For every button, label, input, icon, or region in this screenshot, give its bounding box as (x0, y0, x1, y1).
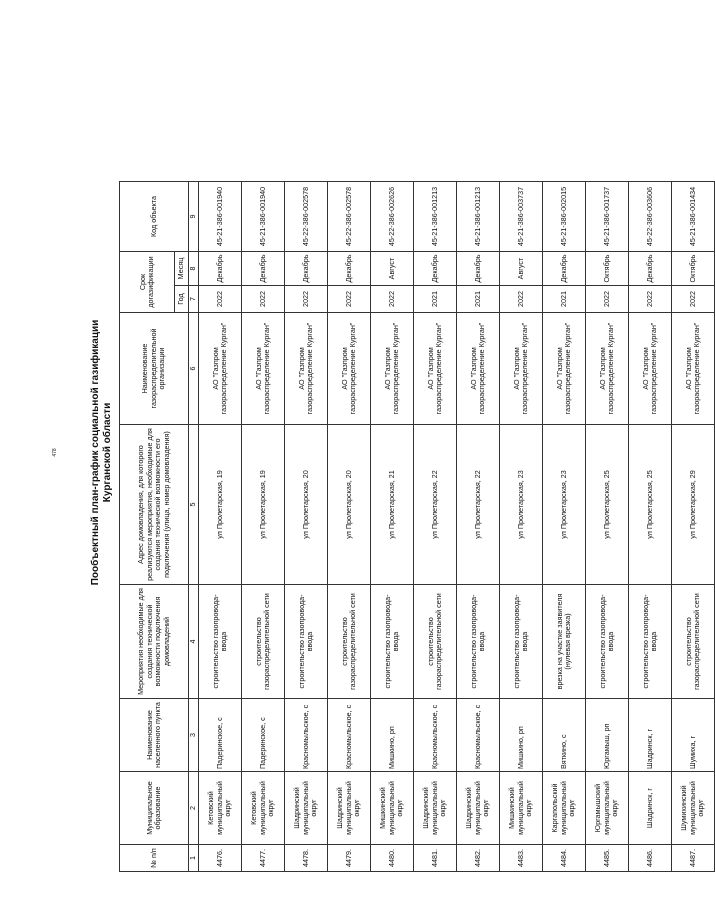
header-deadline: Срок догазификации (120, 252, 175, 313)
cell-settlement: Красномыльское, с (457, 699, 500, 772)
cell-measures: строительство газораспределительной сети (414, 585, 457, 699)
cell-municipality: Шадринский муниципальный округ (414, 772, 457, 845)
cell-organization: АО "Газпром газораспределение Курган" (371, 313, 414, 425)
cell-year: 2022 (371, 286, 414, 313)
header-object-code: Код объекта (120, 182, 189, 252)
table-row (371, 182, 414, 872)
cell-address: ул Пролетарская, 23 (543, 425, 586, 585)
cell-month: Декабрь (543, 252, 586, 286)
cell-settlement: Красномыльское, с (328, 699, 371, 772)
cell-organization: АО "Газпром газораспределение Курган" (199, 313, 242, 425)
cell-address: ул Пролетарская, 20 (328, 425, 371, 585)
cell-object-code: 45-21-386-001213 (457, 182, 500, 252)
cell-municipality: Кетовский муниципальный округ (199, 772, 242, 845)
table-row (199, 182, 242, 872)
cell-num: 4481. (414, 845, 457, 872)
cell-address: ул Пролетарская, 22 (414, 425, 457, 585)
cell-object-code: 45-22-386-002578 (285, 182, 328, 252)
cell-measures: строительство газораспределительной сети (242, 585, 285, 699)
column-number: 3 (189, 699, 199, 772)
cell-month: Август (371, 252, 414, 286)
cell-object-code: 45-22-386-003606 (629, 182, 672, 252)
cell-organization: АО "Газпром газораспределение Курган" (500, 313, 543, 425)
cell-measures: строительство газораспределительной сети (328, 585, 371, 699)
cell-address: ул Пролетарская, 25 (586, 425, 629, 585)
cell-num: 4487. (672, 845, 715, 872)
header-address: Адрес домовладения, для которого реализуются мероприятия, необходимые для создания технической возможности его подключения (улица, номер домовладения) (120, 425, 189, 585)
cell-month: Август (500, 252, 543, 286)
table-row (328, 182, 371, 872)
cell-month: Декабрь (629, 252, 672, 286)
cell-organization: АО "Газпром газораспределение Курган" (242, 313, 285, 425)
cell-organization: АО "Газпром газораспределение Курган" (285, 313, 328, 425)
cell-object-code: 45-22-386-002578 (328, 182, 371, 252)
cell-municipality: Шумихинский муниципальный округ (672, 772, 715, 845)
header-month: Месяц (175, 252, 189, 286)
cell-organization: АО "Газпром газораспределение Курган" (629, 313, 672, 425)
page-number: 478 (52, 448, 58, 457)
column-number: 7 (189, 286, 199, 313)
column-number: 2 (189, 772, 199, 845)
column-number: 8 (189, 252, 199, 286)
cell-month: Декабрь (457, 252, 500, 286)
cell-measures: строительство газопровода-ввода (371, 585, 414, 699)
cell-settlement: Падеринское, с (199, 699, 242, 772)
cell-address: ул Пролетарская, 19 (199, 425, 242, 585)
cell-measures: строительство газопровода-ввода (586, 585, 629, 699)
cell-measures: строительство газопровода-ввода (199, 585, 242, 699)
cell-measures: строительство газопровода-ввода (285, 585, 328, 699)
cell-municipality: Кетовский муниципальный округ (242, 772, 285, 845)
table-row (629, 182, 672, 872)
cell-year: 2022 (199, 286, 242, 313)
cell-object-code: 45-21-386-001434 (672, 182, 715, 252)
table-row (586, 182, 629, 872)
header-municipality: Муниципальное образование (120, 772, 189, 845)
header-measures: Мероприятия необходимые для создания технической возможности подключения домовладений (120, 585, 189, 699)
cell-year: 2022 (328, 286, 371, 313)
cell-address: ул Пролетарская, 29 (672, 425, 715, 585)
cell-organization: АО "Газпром газораспределение Курган" (414, 313, 457, 425)
cell-measures: строительство газопровода-ввода (457, 585, 500, 699)
cell-num: 4478. (285, 845, 328, 872)
cell-year: 2022 (586, 286, 629, 313)
column-number-row (189, 182, 199, 872)
cell-municipality: Мишкинский муниципальный округ (500, 772, 543, 845)
cell-municipality: Шадринский муниципальный округ (285, 772, 328, 845)
gasification-table (119, 181, 715, 872)
cell-municipality: Шадринский муниципальный округ (328, 772, 371, 845)
cell-object-code: 45-21-386-001737 (586, 182, 629, 252)
cell-year: 2021 (414, 286, 457, 313)
table-row (414, 182, 457, 872)
column-number: 4 (189, 585, 199, 699)
cell-address: ул Пролетарская, 21 (371, 425, 414, 585)
page-title (90, 0, 114, 905)
cell-num: 4485. (586, 845, 629, 872)
cell-num: 4477. (242, 845, 285, 872)
cell-month: Октябрь (586, 252, 629, 286)
cell-month: Декабрь (199, 252, 242, 286)
cell-num: 4484. (543, 845, 586, 872)
cell-settlement: Падеринское, с (242, 699, 285, 772)
cell-organization: АО "Газпром газораспределение Курган" (328, 313, 371, 425)
cell-address: ул Пролетарская, 20 (285, 425, 328, 585)
column-number: 6 (189, 313, 199, 425)
table-row (543, 182, 586, 872)
cell-month: Декабрь (328, 252, 371, 286)
cell-settlement: Красномыльское, с (414, 699, 457, 772)
cell-num: 4483. (500, 845, 543, 872)
cell-organization: АО "Газпром газораспределение Курган" (586, 313, 629, 425)
cell-year: 2021 (543, 286, 586, 313)
cell-year: 2022 (285, 286, 328, 313)
cell-municipality: Юргамышский муниципальный округ (586, 772, 629, 845)
cell-num: 4480. (371, 845, 414, 872)
cell-year: 2022 (629, 286, 672, 313)
cell-object-code: 45-21-386-001940 (242, 182, 285, 252)
cell-municipality: Шадринск, г (629, 772, 672, 845)
cell-measures: строительство газораспределительной сети (672, 585, 715, 699)
cell-year: 2022 (242, 286, 285, 313)
table-row (242, 182, 285, 872)
cell-object-code: 45-21-386-001940 (199, 182, 242, 252)
cell-object-code: 45-21-386-003737 (500, 182, 543, 252)
cell-month: Декабрь (414, 252, 457, 286)
column-number: 1 (189, 845, 199, 872)
cell-measures: строительство газопровода-ввода (500, 585, 543, 699)
cell-settlement: Мишкино, рп (500, 699, 543, 772)
cell-settlement: Мишкино, рп (371, 699, 414, 772)
cell-num: 4486. (629, 845, 672, 872)
cell-measures: строительство газопровода-ввода (629, 585, 672, 699)
cell-municipality: Шадринский муниципальный округ (457, 772, 500, 845)
cell-month: Декабрь (242, 252, 285, 286)
cell-year: 2022 (500, 286, 543, 313)
cell-num: 4482. (457, 845, 500, 872)
cell-municipality: Каргапольский муниципальный округ (543, 772, 586, 845)
cell-year: 2022 (672, 286, 715, 313)
cell-num: 4476. (199, 845, 242, 872)
header-organization: Наименование газораспределительной организации (120, 313, 189, 425)
header-num: № п/п (120, 845, 189, 872)
table-body (199, 182, 715, 872)
title-line-2: Курганской области (102, 402, 113, 503)
cell-municipality: Мишкинский муниципальный округ (371, 772, 414, 845)
cell-address: ул Пролетарская, 22 (457, 425, 500, 585)
table-row (285, 182, 328, 872)
cell-address: ул Пролетарская, 25 (629, 425, 672, 585)
cell-organization: АО "Газпром газораспределение Курган" (543, 313, 586, 425)
cell-settlement: Красномыльское, с (285, 699, 328, 772)
cell-object-code: 45-21-386-001213 (414, 182, 457, 252)
cell-settlement: Вяткино, с (543, 699, 586, 772)
column-number: 9 (189, 182, 199, 252)
cell-object-code: 45-21-386-002015 (543, 182, 586, 252)
cell-object-code: 45-22-386-002626 (371, 182, 414, 252)
table-row (457, 182, 500, 872)
cell-address: ул Пролетарская, 23 (500, 425, 543, 585)
table-row (672, 182, 715, 872)
cell-measures: врезка на участке заявителя (нулевая врезка) (543, 585, 586, 699)
cell-month: Октябрь (672, 252, 715, 286)
cell-organization: АО "Газпром газораспределение Курган" (672, 313, 715, 425)
cell-organization: АО "Газпром газораспределение Курган" (457, 313, 500, 425)
cell-address: ул Пролетарская, 19 (242, 425, 285, 585)
header-settlement: Наименование населенного пункта (120, 699, 189, 772)
cell-month: Декабрь (285, 252, 328, 286)
cell-settlement: Юргамыш, рп (586, 699, 629, 772)
cell-year: 2021 (457, 286, 500, 313)
cell-num: 4479. (328, 845, 371, 872)
cell-settlement: Шадринск, г (629, 699, 672, 772)
title-line-1: Пообъектный план-график социальной газификации (90, 319, 101, 586)
table-row (500, 182, 543, 872)
header-year: Год (175, 286, 189, 313)
column-number: 5 (189, 425, 199, 585)
cell-settlement: Шумиха, г (672, 699, 715, 772)
